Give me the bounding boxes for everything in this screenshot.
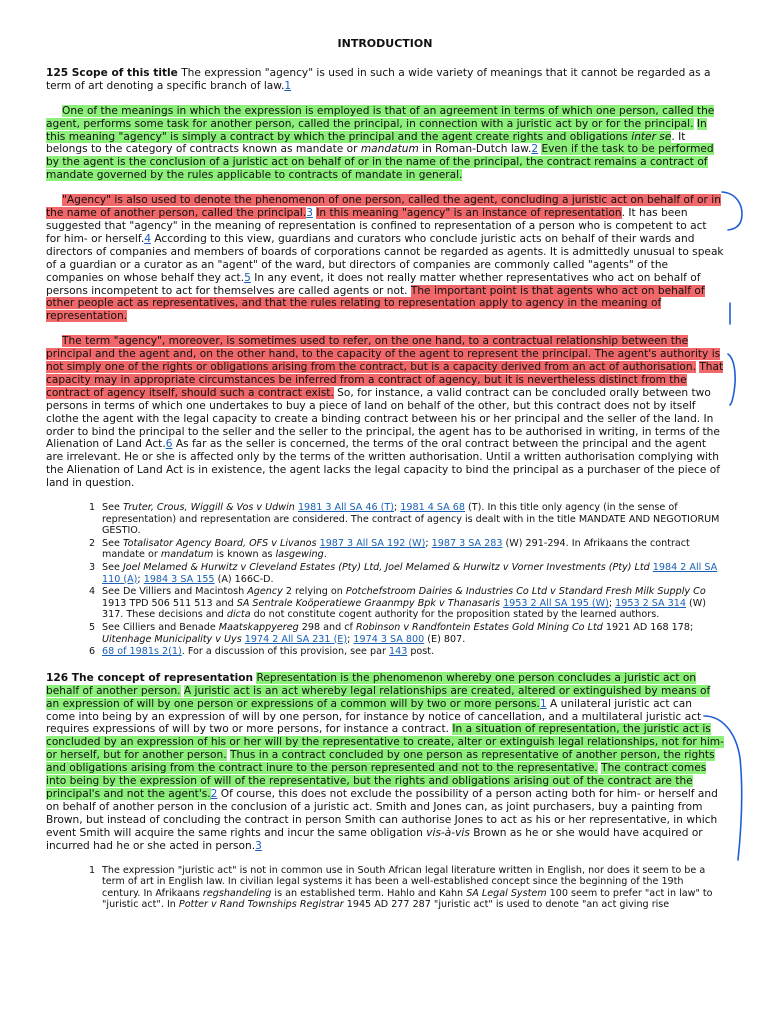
footnote-item: 4 See De Villiers and Macintosh Agency 2 relying on Potchefstroom Dairies & Industries Co Ltd v Standard Fresh Milk Supply Co 1913 TPD 506 511 513 and SA Sentrale Koöperatiewe Graanmpy Bpk v Thanasaris 1953 2 All SA 195 (W); 1953 2 SA 314 (W) 317. These decisions and dicta do not constitute cogent authority for the proposition stated by the learned authors. [89,586,706,621]
section-125-intro: 125 Scope of this title The expression "agency" is used in such a wide variety of meanings that it cannot be regarded as a term of art denoting a specific branch of law.1 [46,66,711,92]
footnote-link[interactable]: 4 [144,232,151,245]
green-highlight: In this meaning "agency" is simply a contract by which the principal and the agent create rights and obligations inter se [46,117,707,143]
footnote-link[interactable]: 6 [165,438,173,451]
green-highlight: A juristic act is an act whereby legal relationships are created, altered or extinguished by means of an expression of will by one person or expressions of a common will by two or more persons. [46,684,711,710]
footnote-link[interactable]: 3 [306,207,313,220]
citation-link[interactable]: 1984 2 All SA 110 (A) [102,562,718,585]
footnote-link[interactable]: 2 [210,787,218,800]
footnote-item: 2 See Totalisator Agency Board, OFS v Livanos 1987 3 All SA 192 (W); 1987 3 SA 283 (W) 291-294. In Afrikaans the contract mandate or mandatum is known as lasgewing. [89,537,690,561]
red-highlight: In this meaning "agency" is an instance of representation [316,207,622,220]
footnote-item: 5 See Cilliers and Benade Maatskappyereg 298 and cf Robinson v Randfontein Estates Gold Mining Co Ltd 1921 AD 168 178; Uitenhage Municipality v Uys 1974 2 All SA 231 (E); 1974 3 SA 800 (E) 807. [89,622,694,645]
footnote-item: 3 See Joel Melamed & Hurwitz v Cleveland Estates (Pty) Ltd, Joel Melamed & Hurwitz v Vorner Investments (Pty) Ltd 1984 2 All SA 110 (A); 1984 3 SA 155 (A) 166C-D. [89,562,718,585]
green-highlight: Even if the task to be performed by the agent is the conclusion of a juristic act on behalf of or in the name of the principal, the contract remains a contract of mandate governed by the rules applicable to contracts of mandate in general. [46,143,714,182]
red-highlight: The important point is that agents who act on behalf of other people act as representatives, and that the rules relating to representation apply to agency in the meaning of representation. [46,284,705,323]
footnotes-125 [46,502,724,658]
citation-link[interactable]: 1974 2 All SA 231 (E) [244,633,348,645]
green-highlight: One of the meanings in which the expression is employed is that of an agreement in terms of which one person, called the agent, performs some task for another person, called the principal, in connection with a juristic act by or for the principal. [46,104,715,130]
cross-reference-link[interactable]: 143 [388,646,408,658]
paragraph-125-3: The term "agency", moreover, is sometimes used to refer, on the one hand, to a contractual relationship between the principal and the agent and, on the other hand, to the capacity of the agent to represent the principal. The agent's authority is not simply one of the rights or obligations arising from the contract, but is a capacity derived from an act of authorisation. That capacity may in appropriate circumstances be inferred from a contract of agency, but it is nevertheless distinct from the contract of agency itself, should such a contract exist. So, for instance, a valid contract can be concluded orally between two persons in terms of which one undertakes to buy a piece of land on behalf of the other, but this contract does not by itself clothe the agent with the legal capacity to create a binding contract between his or her principal and the seller of the land. In order to bind the principal to the seller and the seller to the principal, the agent has to be authorised in writing, in terms of the Alienation of Land Act.6 As far as the seller is concerned, the terms of the oral contract between the principal and the agent are irrelevant. He or she is affected only by the terms of the written authorisation. Until a written authorisation complying with the Alienation of Land Act is in existence, the agent lacks the legal capacity to bind the principal as a purchaser of the piece of land in question. [46,335,724,490]
footnote-item: 1 See Truter, Crous, Wiggill & Vos v Udwin 1981 3 All SA 46 (T); 1981 4 SA 68 (T). In this title only agency (in the sense of representation) and representation are considered. The contract of agency is dealt with in the title MANDATE AND NEGOTIORUM GESTIO. [89,502,720,537]
footnote-link[interactable]: 1 [284,79,292,92]
section-125-heading: 125 Scope of this title [46,66,178,79]
footnote-item: 6 68 of 1981s 2(1). For a discussion of this provision, see par 143 post. [89,646,435,658]
red-highlight: The term "agency", moreover, is sometimes used to refer, on the one hand, to a contractual relationship between the principal and the agent and, on the other hand, to the capacity of the agent to represent the principal. The agent's authority is not simply one of the rights or obligations arising from the contract, but is a capacity derived from an act of authorisation. [46,335,721,374]
pen-bracket-annotation [722,350,744,408]
pen-mark-annotation [724,300,736,328]
page-title: INTRODUCTION [337,37,433,50]
green-highlight: The contract comes into being by the expression of will of the representative, but the rights and obligations arising out of the contract are the principal's and not the agent's. [46,762,707,800]
citation-link[interactable]: 1984 3 SA 155 [143,573,215,585]
citation-link[interactable]: 1981 4 SA 68 [400,502,465,514]
citation-link[interactable]: 1953 2 SA 314 [615,597,686,609]
footnote-link[interactable]: 3 [255,839,262,852]
red-highlight: That capacity may in appropriate circumstances be inferred from a contract of agency, but it is nevertheless distinct from the contract of agency itself, should such a contract exist. [46,361,724,399]
footnote-link[interactable]: 1 [539,697,547,710]
green-highlight: Thus in a contract concluded by one person as representative of another person, the rights and obligations arising from the contract inure to the person represented and not to the representative. [46,749,715,775]
document-page [46,38,724,925]
citation-link[interactable]: 1981 3 All SA 46 (T) [297,502,394,514]
paragraph-125-1: One of the meanings in which the expression is employed is that of an agreement in terms of which one person, called the agent, performs some task for another person, called the principal, in connection with a juristic act by or for the principal. In this meaning "agency" is simply a contract by which the principal and the agent create rights and obligations inter se. It belongs to the category of contracts known as mandate or mandatum in Roman-Dutch law.2 Even if the task to be performed by the agent is the conclusion of a juristic act on behalf of or in the name of the principal, the contract remains a contract of mandate governed by the rules applicable to contracts of mandate in general. [46,104,715,182]
green-highlight: In a situation of representation, the juristic act is concluded by an expression of his or her will by the representative to create, alter or extinguish legal relationships, not for him- or herself, but for another person. [46,723,724,762]
footnote-link[interactable]: 5 [244,271,251,284]
section-126-heading: 126 The concept of representation [46,671,254,684]
footnote-item: 1 The expression "juristic act" is not in common use in South African legal literature written in English, nor does it seem to be a term of art in English law. In civilian legal systems it has been a well-established concept since the beginning of the 19th century. In Afrikaans regshandeling is an established term. Hahlo and Kahn SA Legal System 100 seem to prefer "act in law" to "juristic act". In Potter v Rand Townships Registrar 1945 AD 277 287 "juristic act" is used to denote "an act giving rise [89,864,713,911]
red-highlight: "Agency" is also used to denote the phenomenon of one person, called the agent, concluding a juristic act on behalf of or in the name of another person, called the principal. [46,194,721,220]
citation-link[interactable]: 68 of 1981s 2(1) [102,646,182,658]
footnote-link[interactable]: 2 [531,143,539,156]
green-highlight: Representation is the phenomenon whereby one person concludes a juristic act on behalf of another person. [46,671,697,697]
citation-link[interactable]: 1974 3 SA 800 [353,633,425,645]
citation-link[interactable]: 1987 3 SA 283 [431,537,503,549]
paragraph-125-2: "Agency" is also used to denote the phenomenon of one person, called the agent, concluding a juristic act on behalf of or in the name of another person, called the principal.3 In this meaning "agency" is an instance of representation. It has been suggested that "agency" in the meaning of representation is confined to representation of a person who is competent to act for him- or herself.4 According to this view, guardians and curators who conclude juristic acts on behalf of their wards and directors of companies and members of boards of corporations cannot be regarded as agents. It is admittedly unusual to speak of a guardian or a curator as an "agent" of the ward, but directors of companies are commonly called "agents" of the companies on whose behalf they act.5 In any event, it does not really matter whether representatives who act on behalf of persons incompetent to act for themselves are called agents or not. The important point is that agents who act on behalf of other people act as representatives, and that the rules relating to representation apply to agency in the meaning of representation. [46,194,724,323]
paragraph-126: 126 The concept of representation Representation is the phenomenon whereby one person concludes a juristic act on behalf of another person. A juristic act is an act whereby legal relationships are created, altered or extinguished by means of an expression of will by one person or expressions of a common will by two or more persons.1 A unilateral juristic act can come into being by an expression of will by one person, for instance by notice of cancellation, and a multilateral juristic act requires expressions of will by two or more persons, for instance a contract. In a situation of representation, the juristic act is concluded by an expression of his or her will by the representative to create, alter or extinguish legal relationships, not for him- or herself, but for another person. Thus in a contract concluded by one person as representative of another person, the rights and obligations arising from the contract inure to the person represented and not to the representative. The contract comes into being by the expression of will of the representative, but the rights and obligations arising out of the contract are the principal's and not the agent's.2 Of course, this does not exclude the possibility of a person acting both for him- or herself and on behalf of another person in the conclusion of a juristic act. Smith and Jones can, as joint purchasers, buy a painting from Brown, but instead of concluding the contract in person Smith can authorise Jones to act as his or her representative, in which event Smith will acquire the same rights and incur the same obligation vis-à-vis Brown as he or she would have acquired or incurred had he or she acted in person.3 [46,671,724,852]
footnotes-126 [46,865,724,911]
citation-link[interactable]: 1953 2 All SA 195 (W) [503,597,609,609]
citation-link[interactable]: 1987 3 All SA 192 (W) [319,537,426,549]
